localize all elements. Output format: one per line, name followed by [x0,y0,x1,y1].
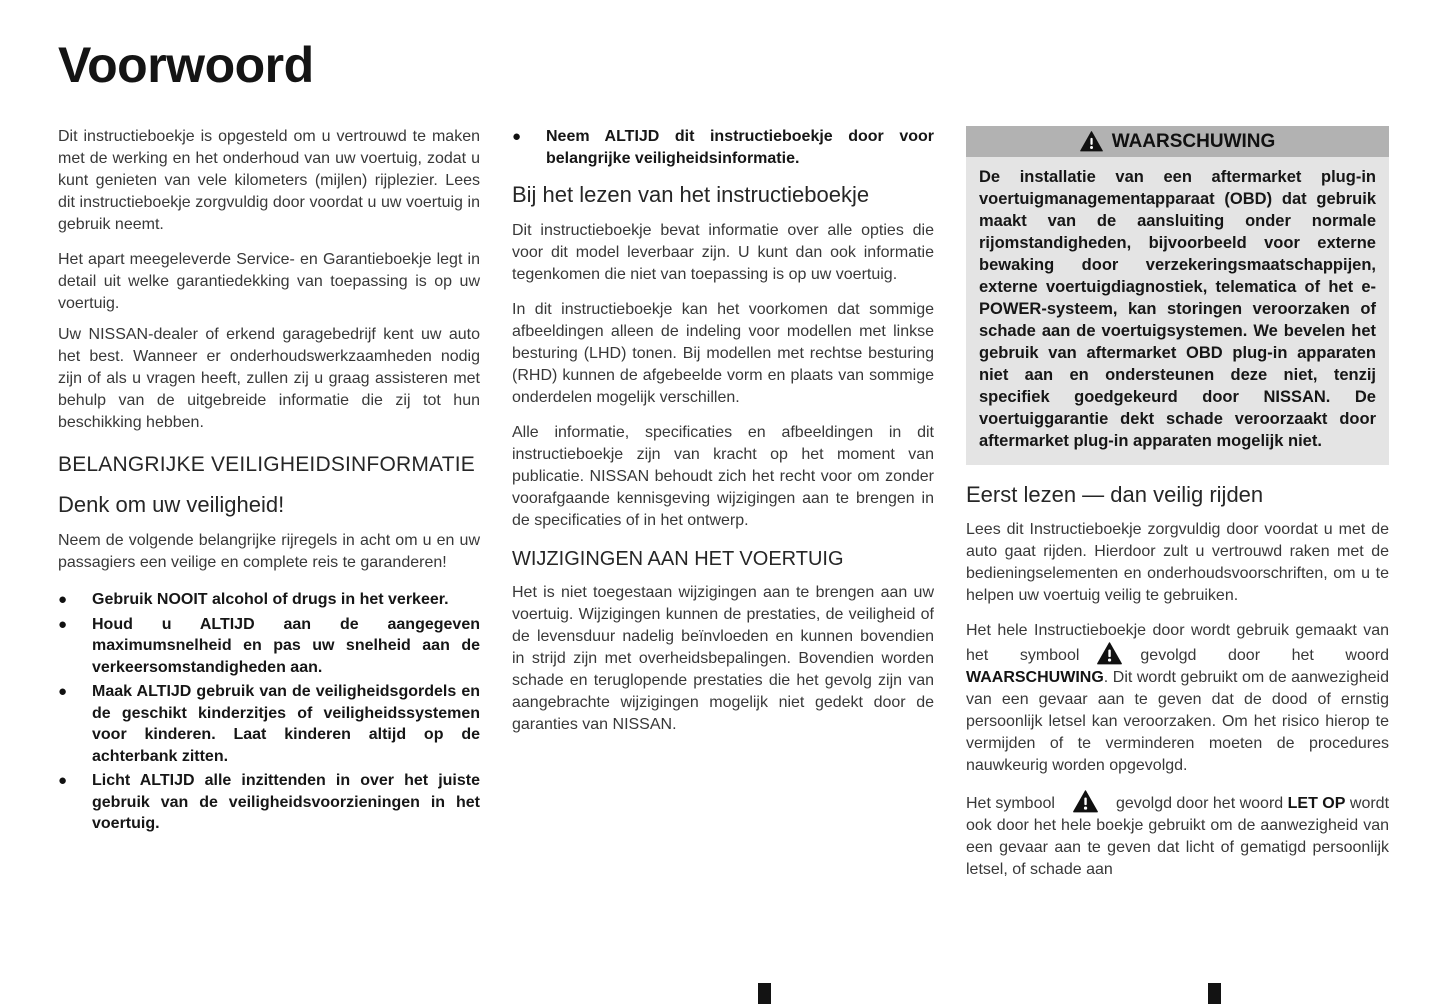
warning-box-header [966,126,1389,157]
columns [58,126,1445,894]
list-item-text: Neem ALTIJD dit instructieboekje door voor belangrijke veiligheidsinformatie. [546,128,934,167]
warning-box [966,126,1389,465]
list-item-text: Gebruik NOOIT alcohol of drugs in het verkeer. [92,591,449,609]
paragraph-caution-symbol [966,790,1389,881]
paragraph: In dit instructieboekje kan het voorkomen dat sommige afbeeldingen alleen de indeling voor modellen met linkse besturing (LHD) tonen. Bij modellen met rechtse besturing (RHD) kunnen de afgebeelde vorm en plaats van sommige onderdelen mogelijk verschillen. [512,301,934,407]
text-run: Het hele Instructieboekje door wordt gebruik gemaakt van het symbool [966,622,1389,665]
list-item-text: Houd u ALTIJD aan de aangegeven maximumsnelheid en pas uw snelheid aan de verkeersomstandigheden aan. [92,615,480,676]
list-item [58,770,480,835]
list-item-text: Maak ALTIJD gebruik van de veiligheidsgordels en de geschikt kinderzitjes of veiligheidssystemen voor kinderen. Laat kinderen altijd op de achterbank zitten. [92,683,480,765]
text-run: gevolgd door het woord [1140,647,1389,665]
warning-triangle-icon [1097,642,1122,665]
text-run: wordt ook door het hele boekje gebruikt om de aanwezigheid van een gevaar aan te geven dat licht of gematigd persoonlijk letsel, of schade aan [966,795,1390,879]
list-item [512,126,934,169]
safety-rules-list [58,589,480,835]
bullet-icon: ● [58,591,68,609]
section-header-safety-info: BELANGRIJKE VEILIGHEIDSINFORMATIE [58,453,475,476]
text-run: gevolgd door het woord [1115,795,1288,813]
list-item-text: Licht ALTIJD alle inzittenden in over het juiste gebruik van de veiligheidsvoorzieningen in het voertuig. [92,772,480,833]
list-item [58,681,480,767]
warning-box-body: De installatie van een aftermarket plug-in voertuigmanagementapparaat (OBD) dat gebruik maakt van de aansluiting onder normale rijomstandigheden, bijvoorbeeld voor externe bewaking door verzekeringsmaatschappijen, externe voertuigdiagnostiek, telematica of het e-POWER-systeem, kan storingen veroorzaken of schade aan de voertuigsystemen. We bevelen het gebruik van aftermarket OBD plug-in apparaten niet aan en ondersteunen deze niet, tenzij specifiek goedgekeurd door NISSAN. De voertuiggarantie dekt schade veroorzaakt door aftermarket plug-in apparaten mogelijk niet. [979,168,1376,450]
paragraph-warning-symbol [966,620,1389,777]
paragraph: Het is niet toegestaan wijzigingen aan te brengen aan uw voertuig. Wijzigingen kunnen de prestaties, de veiligheid of de levensduur nadelig beïnvloeden en kunnen bovendien in strijd zijn met overheidsbepalingen. Bovendien worden schade en teruglopende prestaties die het gevolg zijn van aangebrachte wijzigingen mogelijk niet gedekt door de garanties van NISSAN. [512,584,934,734]
emphasized-text: LET OP [1287,795,1346,813]
sub-header-reading-manual: Bij het lezen van het instructieboekje [512,182,870,207]
bullet-icon: ● [58,772,68,790]
read-manual-list [512,126,934,169]
paragraph: Uw NISSAN-dealer of erkend garagebedrijf kent uw auto het best. Wanneer er onderhoudswerkzaamheden nodig zijn of als u vragen heeft, zullen zij u graag assisteren met behulp van de uitgebreide informatie die zij tot hun beschikking hebben. [58,326,480,431]
text-run: Het symbool [966,795,1055,813]
warning-triangle-icon [1080,131,1103,152]
paragraph: Het apart meegeleverde Service- en Garantieboekje legt in detail uit welke garantiedekking van toepassing is op uw voertuig. [58,251,480,312]
sub-header-think-safety: Denk om uw veiligheid! [58,492,285,518]
paragraph: Alle informatie, specificaties en afbeeldingen in dit instructieboekje zijn van kracht op het moment van publicatie. NISSAN behoudt zich het recht voor om zonder voorafgaande kennisgeving wijzigingen aan te brengen in de specificaties of in het ontwerp. [512,424,934,530]
page-title: Voorwoord [58,37,314,93]
text-run: . Dit wordt gebruikt om de aanwezigheid van een gevaar aan te geven dat de dood of ernstig persoonlijk letsel kan veroorzaken. Om het risico hierop te vermijden of te verminderen moeten de procedures nauwkeurig worden opgevolgd. [966,669,1389,775]
list-item [58,589,480,611]
warning-triangle-icon [1073,790,1098,813]
emphasized-text: WAARSCHUWING [966,669,1104,687]
binding-tab-marker [1208,983,1221,1004]
bullet-icon: ● [58,683,68,701]
sub-header-read-first: Eerst lezen — dan veilig rijden [966,482,1264,507]
paragraph: Neem de volgende belangrijke rijregels in acht om u en uw passagiers een veilige en complete reis te garanderen! [58,532,480,572]
binding-tab-marker [758,983,771,1004]
section-header-vehicle-modifications: WIJZIGINGEN AAN HET VOERTUIG [512,548,844,571]
warning-box-title: WAARSCHUWING [1111,130,1276,152]
paragraph: Dit instructieboekje is opgesteld om u vertrouwd te maken met de werking en het onderhoud van uw voertuig, zodat u kunt genieten van vele kilometers (mijlen) rijplezier. Lees dit instructieboekje zorgvuldig door voordat u uw voertuig in gebruik neemt. [58,128,480,233]
column-1 [58,126,480,894]
paragraph: Dit instructieboekje bevat informatie over alle opties die voor dit model leverbaar zijn. U kunt dan ook informatie tegenkomen die niet van toepassing is op uw voertuig. [512,222,934,284]
bullet-icon: ● [58,615,68,633]
bullet-icon: ● [512,128,522,145]
list-item [58,614,480,679]
column-2 [512,126,934,894]
paragraph: Lees dit Instructieboekje zorgvuldig door voordat u met de auto gaat rijden. Hierdoor zult u vertrouwd raken met de bedieningselementen en onderhoudsvoorschriften, om u te helpen uw voertuig veilig te gebruiken. [966,521,1389,605]
column-3 [966,126,1389,894]
